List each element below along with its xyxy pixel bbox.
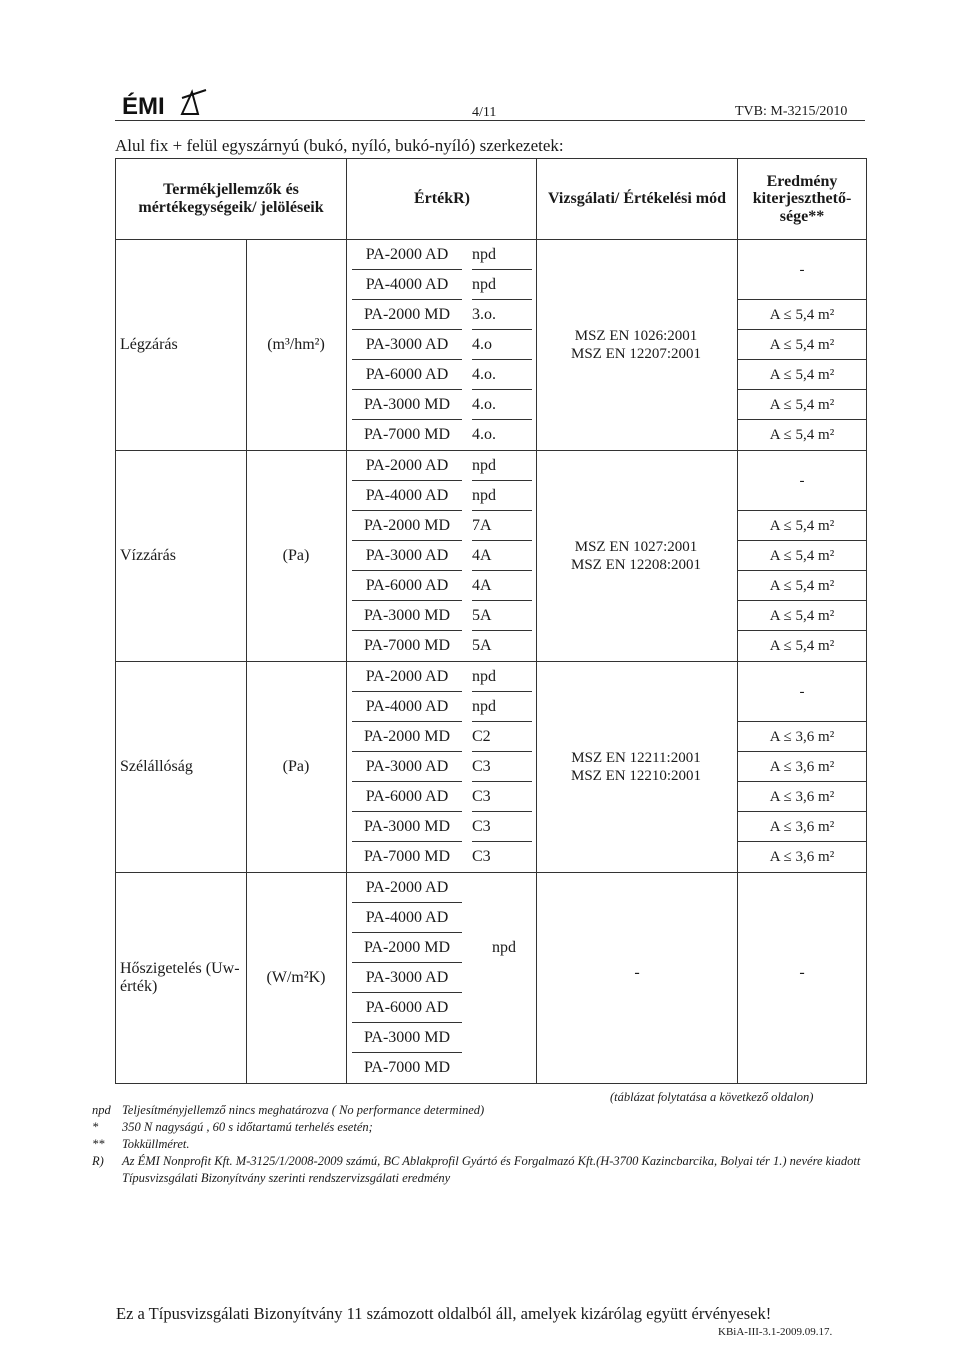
result-cell: A ≤ 5,4 m²	[738, 360, 866, 390]
value-cell: npd	[472, 240, 532, 270]
document-id: TVB: M-3215/2010	[735, 104, 848, 119]
method-standard: MSZ EN 1027:2001	[574, 539, 698, 555]
footnote-key: *	[92, 1119, 99, 1134]
product-cell: PA-2000 MD	[352, 300, 462, 330]
value-cell: 4A	[472, 541, 532, 571]
value-cell: C3	[472, 782, 532, 812]
product-cell: PA-4000 AD	[352, 692, 462, 722]
document-code: KBiA-III-3.1-2009.09.17.	[718, 1326, 833, 1338]
footnote-key: R)	[92, 1153, 104, 1168]
group-szelallosag	[116, 662, 866, 873]
header-rule	[115, 120, 865, 121]
table-header	[116, 159, 866, 240]
header-characteristic: Termékjellemzők és mértékegységeik/ jelöléseik	[138, 181, 324, 216]
footnote-text: 350 N nagyságú , 60 s időtartamú terhelés esetén;	[122, 1119, 373, 1134]
method-standard: MSZ EN 1026:2001	[574, 328, 698, 344]
section-subtitle: Alul fix + felül egyszárnyú (bukó, nyíló, bukó-nyíló) szerkezetek:	[115, 136, 564, 155]
value-cell: npd	[472, 270, 532, 300]
footnote	[92, 1119, 872, 1136]
product-cell: PA-6000 AD	[352, 782, 462, 812]
value-cell: 4.o.	[472, 390, 532, 420]
product-cell: PA-6000 AD	[352, 571, 462, 601]
product-cell: PA-4000 AD	[352, 481, 462, 511]
product-cell: PA-4000 AD	[352, 903, 462, 933]
footnote-key: npd	[92, 1103, 111, 1117]
value-cell: C3	[472, 848, 491, 865]
value-cell: C3	[472, 812, 532, 842]
header-method: Vizsgálati/ Értékelési mód	[547, 190, 727, 208]
result-cell: A ≤ 3,6 m²	[769, 849, 835, 865]
group-unit: (Pa)	[282, 758, 310, 775]
result-cell: A ≤ 5,4 m²	[738, 300, 866, 330]
value-cell: C2	[472, 722, 532, 752]
product-cell: PA-7000 MD	[363, 426, 451, 443]
product-cell: PA-3000 MD	[352, 1023, 462, 1053]
emi-logo	[120, 86, 210, 120]
result-cell: A ≤ 3,6 m²	[738, 812, 866, 842]
value-cell: npd	[472, 692, 532, 722]
product-cell: PA-2000 AD	[352, 873, 462, 903]
product-cell: PA-3000 AD	[352, 330, 462, 360]
value-cell: 4.o.	[472, 360, 532, 390]
group-hoszigeteles	[116, 873, 866, 1083]
product-cell: PA-2000 AD	[352, 240, 462, 270]
product-cell: PA-2000 MD	[352, 933, 462, 963]
header-value: ÉrtékR)	[414, 190, 470, 208]
product-cell: PA-2000 AD	[352, 451, 462, 481]
value-cell: C3	[472, 752, 532, 782]
footnote-text: Tokküllméret.	[122, 1136, 190, 1151]
result-cell: A ≤ 3,6 m²	[738, 782, 866, 812]
result-cell: A ≤ 5,4 m²	[738, 541, 866, 571]
footnote	[92, 1136, 872, 1153]
value-cell: 5A	[472, 637, 492, 654]
value-cell: 4.o.	[472, 426, 496, 443]
result-cell: A ≤ 5,4 m²	[769, 427, 835, 443]
logo-lettering: ÉMI	[122, 93, 165, 120]
result-cell: -	[738, 451, 866, 511]
group-name: Légzárás	[120, 336, 178, 353]
footnotes	[92, 1102, 872, 1186]
group-unit: (W/m²K)	[266, 969, 326, 986]
result-cell: A ≤ 5,4 m²	[738, 601, 866, 631]
header-result: Eredmény kiterjeszthető-sége**	[752, 172, 852, 225]
result-cell: -	[799, 964, 805, 981]
properties-table	[115, 158, 867, 1084]
result-cell: A ≤ 5,4 m²	[738, 330, 866, 360]
footnote-text: Az ÉMI Nonprofit Kft. M-3125/1/2008-2009 számú, BC Ablakprofil Gyártó és Forgalmazó Kft.(H-3700 Kazincbarcika, Bolyai tér 1.) nevére kiadott Típusvizsgálati Bizonyítvány szerinti rendszervizsgálati eredmény	[122, 1153, 861, 1185]
product-cell: PA-3000 AD	[352, 541, 462, 571]
product-cell: PA-2000 MD	[352, 511, 462, 541]
value-cell: 7A	[472, 511, 532, 541]
product-cell: PA-7000 MD	[363, 637, 451, 654]
product-cell: PA-3000 AD	[352, 963, 462, 993]
result-cell: -	[738, 240, 866, 300]
continuation-note: (táblázat folytatása a következő oldalon)	[610, 1090, 814, 1104]
group-name: Szélállóság	[120, 758, 193, 775]
value-cell: npd	[472, 481, 532, 511]
method-cell	[536, 451, 736, 661]
product-cell: PA-3000 MD	[352, 390, 462, 420]
method-cell: -	[634, 964, 640, 981]
method-standard: MSZ EN 12208:2001	[570, 557, 701, 573]
product-cell: PA-6000 AD	[352, 993, 462, 1023]
product-cell: PA-7000 MD	[363, 848, 451, 865]
method-standard: MSZ EN 12207:2001	[570, 346, 701, 362]
product-cell: PA-3000 AD	[352, 752, 462, 782]
product-cell: PA-2000 MD	[352, 722, 462, 752]
method-cell	[536, 662, 736, 872]
value-cell: npd	[472, 662, 532, 692]
result-cell: -	[738, 662, 866, 722]
group-name: Vízzárás	[120, 547, 176, 564]
group-unit: (Pa)	[282, 547, 310, 564]
result-cell: A ≤ 5,4 m²	[738, 511, 866, 541]
value-cell: 4A	[472, 571, 532, 601]
result-cell: A ≤ 5,4 m²	[738, 571, 866, 601]
group-unit: (m³/hm²)	[267, 336, 325, 353]
method-cell	[536, 240, 736, 450]
footer-statement: Ez a Típusvizsgálati Bizonyítvány 11 számozott oldalból áll, amelyek kizárólag együtt érvényesek!	[116, 1304, 772, 1323]
method-standard: MSZ EN 12211:2001	[571, 750, 701, 766]
result-cell: A ≤ 3,6 m²	[738, 722, 866, 752]
value-cell: 5A	[472, 601, 532, 631]
product-cell: PA-3000 MD	[352, 812, 462, 842]
product-cell: PA-7000 MD	[363, 1059, 451, 1076]
result-cell: A ≤ 5,4 m²	[738, 390, 866, 420]
value-cell: 3.o.	[472, 300, 532, 330]
result-cell: A ≤ 5,4 m²	[769, 638, 835, 654]
product-cell: PA-4000 AD	[352, 270, 462, 300]
product-cell: PA-6000 AD	[352, 360, 462, 390]
product-cell: PA-2000 AD	[352, 662, 462, 692]
group-vizzaras	[116, 451, 866, 662]
group-name: Hőszigetelés (Uw-érték)	[120, 960, 240, 995]
value-cell: 4.o	[472, 330, 532, 360]
footnote	[92, 1153, 872, 1187]
value-cell: npd	[492, 939, 516, 956]
result-cell: A ≤ 3,6 m²	[738, 752, 866, 782]
method-standard: MSZ EN 12210:2001	[570, 768, 701, 784]
group-legzaras	[116, 240, 866, 451]
footnote	[92, 1102, 872, 1119]
value-cell: npd	[472, 451, 532, 481]
product-cell: PA-3000 MD	[352, 601, 462, 631]
page-number: 4/11	[472, 105, 497, 120]
footnote-key: **	[92, 1136, 105, 1151]
footnote-text: Teljesítményjellemző nincs meghatározva ( No performance determined)	[122, 1103, 485, 1117]
